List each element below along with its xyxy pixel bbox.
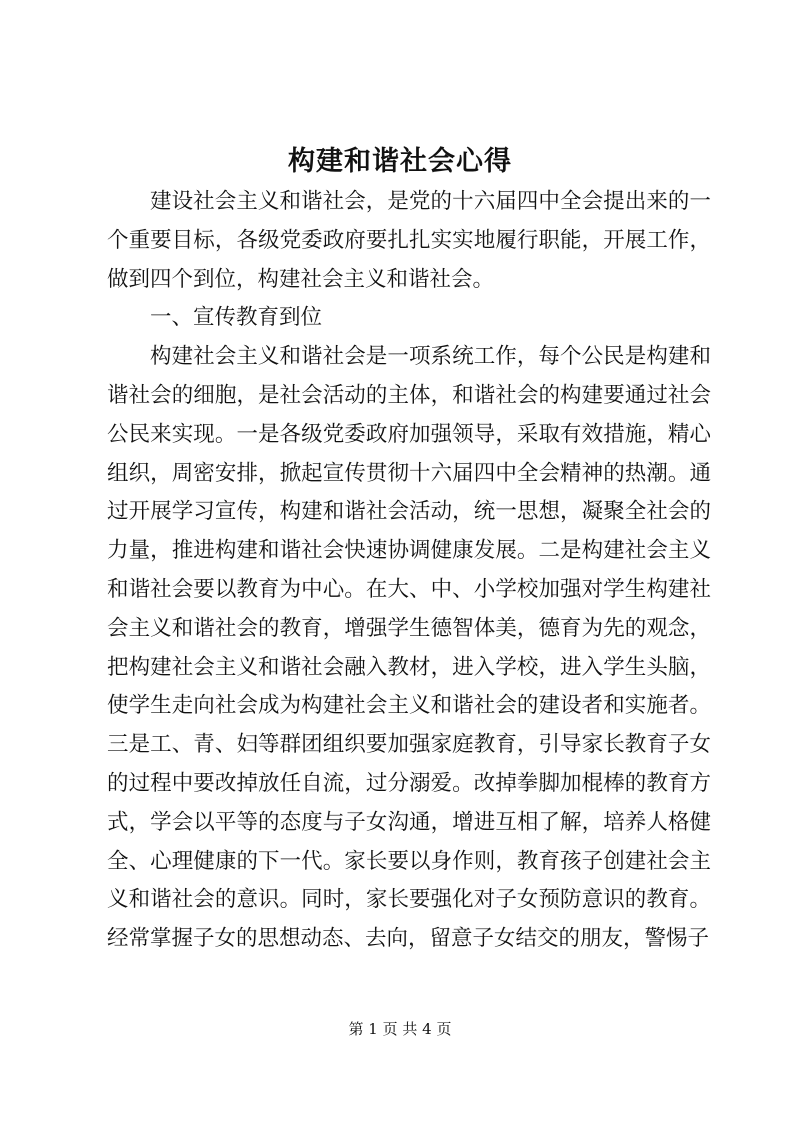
section-heading: 一、宣传教育到位 [150, 305, 323, 331]
page-footer: 第 1 页 共 4 页 [348, 1020, 452, 1038]
document-body [107, 183, 711, 959]
paragraph-intro: 建设社会主义和谐社会，是党的十六届四中全会提出来的一个重要目标，各级党委政府要扎扎实实地履行职能，开展工作，做到四个到位，构建社会主义和谐社会。 [107, 189, 711, 292]
paragraph-body: 构建社会主义和谐社会是一项系统工作，每个公民是构建和谐社会的细胞，是社会活动的主体，和谐社会的构建要通过社会公民来实现。一是各级党委政府加强领导，采取有效措施，精心组织，周密安排，掀起宣传贯彻十六届四中全会精神的热潮。通过开展学习宣传，构建和谐社会活动，统一思想，凝聚全社会的力量，推进构建和谐社会快速协调健康发展。二是构建社会主义和谐社会要以教育为中心。在大、中、小学校加强对学生构建社会主义和谐社会的教育，增强学生德智体美，德育为先的观念，把构建社会主义和谐社会融入教材，进入学校，进入学生头脑，使学生走向社会成为构建社会主义和谐社会的建设者和实施者。三是工、青、妇等群团组织要加强家庭教育，引导家长教育子女的过程中要改掉放任自流，过分溺爱。改掉拳脚加棍棒的教育方式，学会以平等的态度与子女沟通，增进互相了解，培养人格健全、心理健康的下一代。家长要以身作则，教育孩子创建社会主义和谐社会的意识。同时，家长要强化对子女预防意识的教育。经常掌握子女的思想动态、去向，留意子女结交的朋友，警惕子 [107, 344, 711, 952]
document-title: 构建和谐社会心得 [288, 146, 512, 177]
